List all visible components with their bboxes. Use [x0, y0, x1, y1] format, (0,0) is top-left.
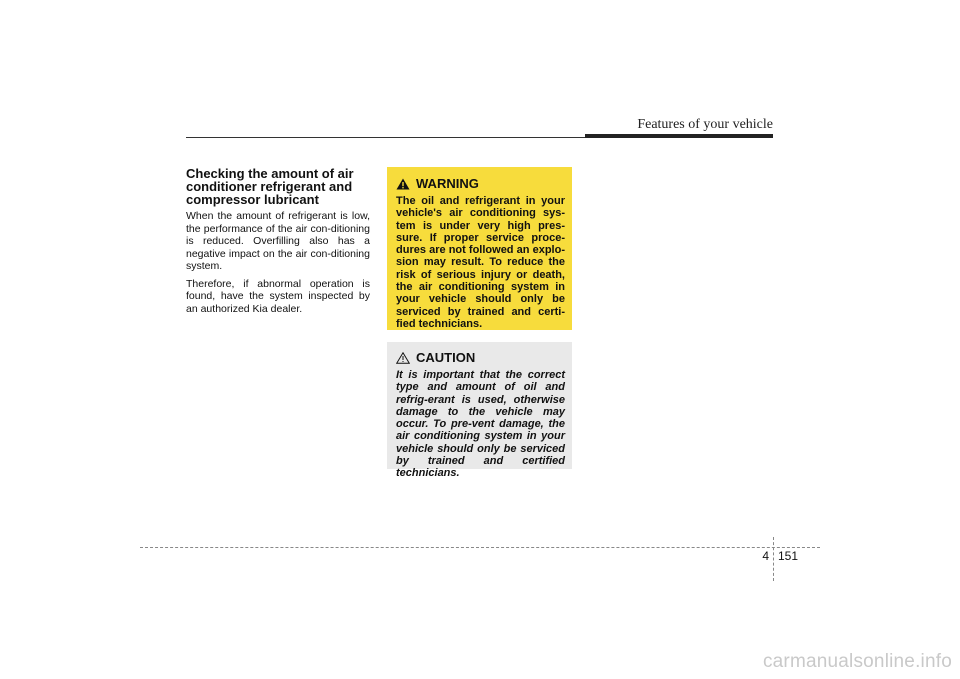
section-column [186, 167, 370, 320]
page-number-separator [773, 537, 774, 581]
chapter-number: 4 [762, 549, 769, 563]
warning-box [387, 167, 572, 330]
caution-header [396, 350, 565, 365]
body-paragraph-1: When the amount of refrigerant is low, the performance of the air con-ditioning is reduced. Overfilling also has a negative impact on the air con-ditioning system. [186, 210, 370, 272]
caution-triangle-icon [396, 352, 410, 364]
warning-triangle-icon [396, 178, 410, 190]
footer-rule [140, 547, 820, 548]
warning-text: The oil and refrigerant in your vehicle's air conditioning sys-tem is under very high pres-sure. If proper service proce-dures are not followed an explo-sion may result. To reduce the risk of serious injury or death, the air conditioning system in your vehicle should only be serviced by trained and certi-fied technicians. [396, 195, 565, 330]
caution-title: CAUTION [416, 350, 476, 365]
warning-header [396, 176, 565, 191]
header-rule [186, 137, 586, 138]
header-rule-accent [585, 134, 773, 138]
watermark: carmanualsonline.info [762, 651, 952, 672]
section-heading: Checking the amount of air conditioner refrigerant and compressor lubricant [186, 166, 354, 207]
page-number: 151 [778, 549, 799, 563]
warning-title: WARNING [416, 176, 479, 191]
page-header-title: Features of your vehicle [637, 117, 773, 132]
caution-box [387, 342, 572, 480]
body-paragraph-2: Therefore, if abnormal operation is found, have the system inspected by an authorized Kia dealer. [186, 277, 370, 315]
caution-text: It is important that the correct type and amount of oil and refrig-erant is used, otherwise damage to the vehicle may occur. To pre-vent damage, the air conditioning system in your vehicle should only be serviced by trained and certified technicians. [396, 369, 565, 480]
